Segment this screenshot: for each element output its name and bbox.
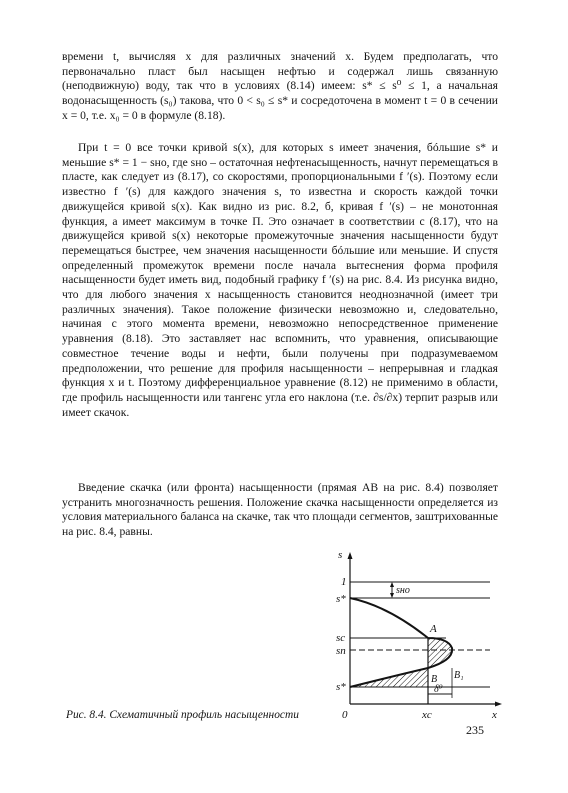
x-axis-arrow bbox=[495, 702, 502, 707]
xc-label: xс bbox=[422, 709, 432, 721]
s-axis-arrow bbox=[348, 552, 353, 559]
s-axis-label: s bbox=[338, 549, 343, 561]
point-a-label: A bbox=[430, 623, 437, 635]
s-lower-label: s* bbox=[336, 681, 346, 693]
sno-label: sно bbox=[396, 585, 410, 596]
point-b-label: B bbox=[431, 674, 438, 685]
saturation-profile-figure bbox=[328, 548, 504, 748]
figure-caption: Рис. 8.4. Схематичный профиль насыщенности bbox=[66, 709, 299, 721]
x-axis-label: x bbox=[492, 709, 497, 721]
point-b1-label: B₁ bbox=[454, 670, 464, 681]
paragraph-3: Введение скачка (или фронта) насыщенности (прямая AB на рис. 8.4) позволяет устранить многозначность решения. Положение скачка насыщенности определяется из условия материального баланса на скачке, так что площади сегментов, заштрихованные на рис. 8.4, равны. bbox=[62, 481, 498, 539]
paragraph-2: При t = 0 все точки кривой s(x), для которых s имеет значения, бóльшие s* и меньшие s* = 1 − sно, где sно – остаточная нефтенасыщенность, начнут перемещаться в пласте, как следует из (8.17), со скоростями, пропорциональными f ′(s). Поэтому если известно f ′(s) для каждого значения s, то известна и скорость каждой точки движущейся кривой s(x). Как видно из рис. 8.2, б, кривая f ′(s) – не монотонная функция, а имеет максимум в точке П. Это означает в соответствии с (8.17), что на движущейся кривой s(x) некоторые промежуточные значения насыщенности будут перемещаться быстрее, чем значения насыщенности бóльшие или меньшие. И спустя определенный промежуток времени после начала вытеснения форма профиля насыщенности будет иметь вид, подобный графику f ′(s) на рис. 8.4. Из рисунка видно, что для любого значения x насыщенность становится неоднозначной (имеет три различных значения). Такое положение физически невозможно и, следовательно, начиная с этого момента времени, невозможно непосредственное применение уравнения (8.18). Это заставляет нас вспомнить, что уравнения, описывающие совместное течение воды и нефти, были получены при подразумеваемом предположении, что решение для профиля насыщенности – непрерывная и гладкая функция x и t. Поэтому дифференциальное уравнение (8.12) не применимо в области, где профиль насыщенности или тангенс угла его наклона (т.е. ∂s/∂x) терпит разрыв или имеет скачок. bbox=[62, 141, 498, 419]
paragraph-1: времени t, вычисляя x для различных значений x. Будем предполагать, что первоначально пласт был насыщен нефтью и содержал лишь связанную (неподвижную) воду, так что в условиях (8.14) имеем: s* ≤ s⁰ ≤ 1, а начальная водонасыщенность (s₀) такова, что 0 < s₀ ≤ s* и сосредоточена в момент t = 0 в сечении x = 0, т.е. x₀ = 0 в формуле (8.18). bbox=[62, 50, 498, 122]
delta-label: δ⁰ bbox=[434, 684, 443, 695]
origin-label: 0 bbox=[342, 709, 348, 721]
page-number: 235 bbox=[466, 723, 484, 737]
sc-label: sс bbox=[336, 632, 346, 644]
level-one-label: 1 bbox=[341, 576, 347, 588]
sn-label: sп bbox=[336, 645, 346, 657]
sno-arrow-bottom bbox=[390, 593, 394, 598]
sno-arrow-top bbox=[390, 582, 394, 587]
s-upper-label: s* bbox=[336, 593, 346, 605]
